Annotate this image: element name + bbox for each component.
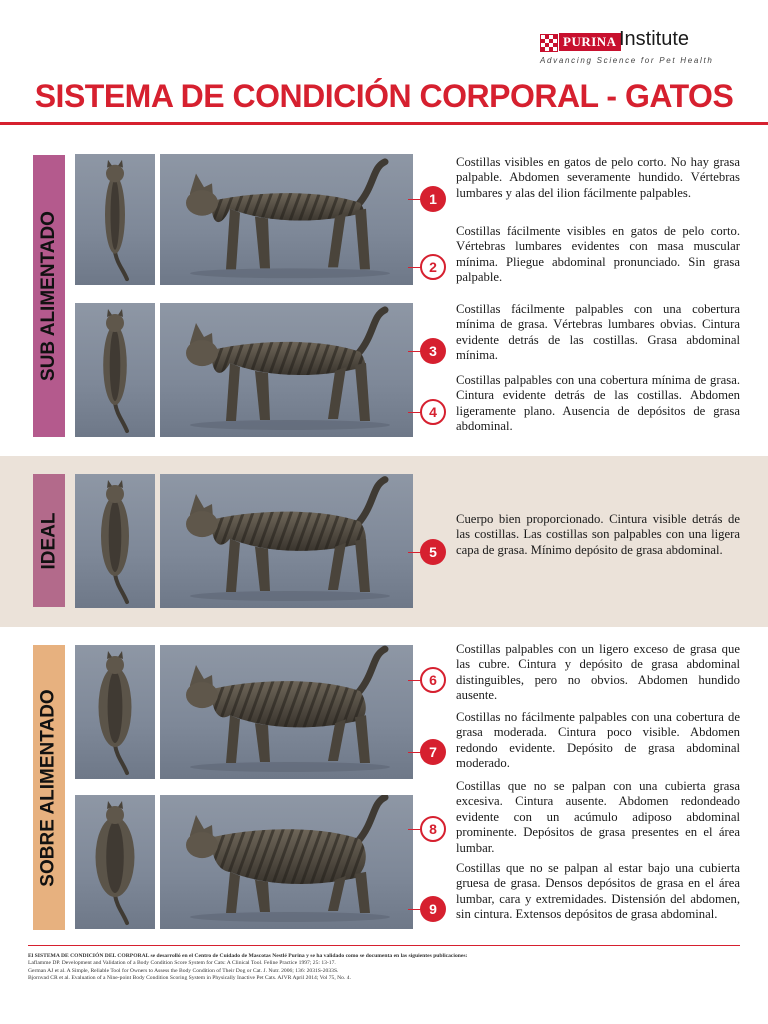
score-badge: 4 (420, 399, 446, 425)
score-badge: 8 (420, 816, 446, 842)
score-description: Costillas no fácilmente palpables con una cobertura de grasa moderada. Cintura poco visible. Abdomen redondo evidente. Depósito de grasa abdominal moderado. (456, 710, 740, 771)
footer-lead: El SISTEMA DE CONDICIÓN DEL CORPORAL se desarrolló en el Centro de Cuidado de Mascotas Nestlé Purina y se ha validado como se documenta en las siguientes publicaciones: (28, 953, 468, 959)
score-description: Costillas fácilmente visibles en gatos de pelo corto. Vértebras lumbares evidentes con masa muscular mínima. Pliegue abdominal pronunciado. Sin grasa palpable. (456, 224, 740, 285)
group-label-sobre: SOBRE ALIMENTADO (33, 645, 65, 930)
score-description: Costillas que no se palpan con una cubierta grasa excesiva. Cintura ausente. Abdomen redondeado evidente con un acúmulo adiposo abdominal prominente. Depósitos de grasa presentes en el área lumbar. (456, 779, 740, 855)
cat-side-view-image (160, 474, 413, 608)
score-badge: 3 (420, 338, 446, 364)
score-badge: 9 (420, 896, 446, 922)
cat-top-view-image (75, 303, 155, 437)
score-badge: 2 (420, 254, 446, 280)
score-badge: 7 (420, 739, 446, 765)
cat-side-view-image (160, 645, 413, 779)
footer-ref: German AJ et al. A Simple, Reliable Tool for Owners to Assess the Body Condition of Their Dog or Cat. J. Nutr. 2006; 136: 2031S-2033S. (28, 967, 339, 974)
group-label-ideal: IDEAL (33, 474, 65, 607)
tagline: Advancing Science for Pet Health (540, 56, 714, 65)
cat-top-view-image (75, 795, 155, 929)
cat-side-view-image (160, 795, 413, 929)
purina-brand: PURINA (559, 33, 621, 51)
score-description: Costillas visibles en gatos de pelo corto. No hay grasa palpable. Abdomen severamente hundido. Vértebras lumbares y alas del ilion fácilmente palpables. (456, 155, 740, 200)
footer-ref: Bjornvad CR et al. Evaluation of a Nine-point Body Condition Scoring System in Physically Inactive Pet Cats. AJVR April 2014; Vol 75, No. 4. (28, 975, 351, 982)
cat-side-view-image (160, 303, 413, 437)
footer-ref: Laflamme DP. Development and Validation of a Body Condition Score System for Cats: A Clinical Tool. Feline Practice 1997; 25: 13-17. (28, 960, 336, 967)
cat-top-view-image (75, 154, 155, 285)
score-description: Costillas que no se palpan al estar bajo una cubierta gruesa de grasa. Densos depósitos de grasa en el área lumbar, cara y extremidades. Distensión del abdomen, sin cintura. Extensos depósitos de grasa abdominal. (456, 861, 740, 922)
cat-top-view-image (75, 474, 155, 608)
checkerboard-logo-icon (540, 34, 558, 52)
footer-references (28, 953, 740, 983)
group-label-sub: SUB ALIMENTADO (33, 155, 65, 437)
score-description: Costillas palpables con una cobertura mínima de grasa. Cintura evidente detrás de las costillas. Abdomen ligeramente plano. Ausencia de depósitos de grasa abdominal. (456, 373, 740, 434)
title-divider (0, 122, 768, 125)
footer-divider (28, 945, 740, 946)
institute-wordmark: Institute (619, 28, 690, 50)
cat-top-view-image (75, 645, 155, 779)
score-description: Cuerpo bien proporcionado. Cintura visible detrás de las costillas. Las costillas son palpables con una ligera capa de grasa. Mínimo depósito de grasa abdominal. (456, 512, 740, 557)
page-title: SISTEMA DE CONDICIÓN CORPORAL - GATOS (34, 78, 734, 114)
score-description: Costillas fácilmente palpables con una cobertura mínima de grasa. Vértebras lumbares obvias. Cintura evidente detrás de las costillas. Grasa abdominal mínima. (456, 302, 740, 363)
score-badge: 6 (420, 667, 446, 693)
purina-institute-logo (540, 30, 740, 70)
cat-side-view-image (160, 154, 413, 285)
score-badge: 5 (420, 539, 446, 565)
score-description: Costillas palpables con un ligero exceso de grasa que las cubre. Cintura y depósito de grasa abdominal distinguibles, pero no obvios. Abdomen hundido ausente. (456, 642, 740, 703)
score-badge: 1 (420, 186, 446, 212)
